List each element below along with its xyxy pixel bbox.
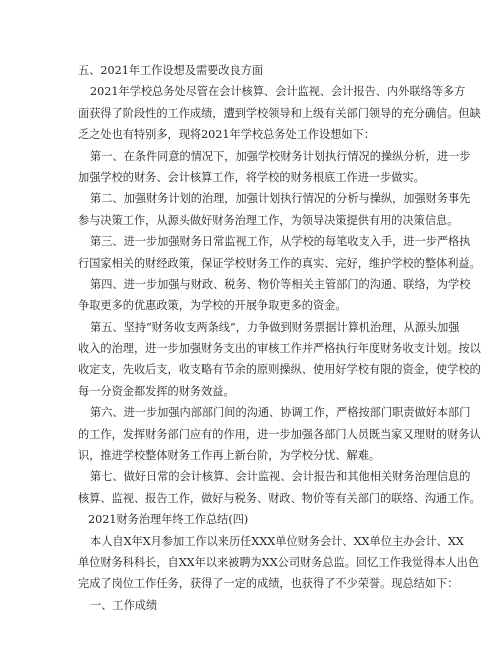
paragraph-line: 第五、坚持“财务收支两条线”，力争做到财务票据计算机治理，从源头加强 [90, 320, 460, 334]
paragraph-line: 第一、在条件同意的情况下，加强学校财务计划执行情况的操纵分析，进一步 [90, 149, 471, 163]
paragraph-item-3 [78, 231, 481, 274]
paragraph-line: 第七、做好日常的会计核算、会计监视、会计报告和其他相关财务治理信息的 [90, 470, 471, 484]
paragraph-item-2 [78, 188, 471, 231]
paragraph-line: 收入的治理，进一步加强财务支出的审核工作并严格执行年度财务收支计划。按以 [78, 342, 481, 356]
section-heading: 五、2021年工作设想及需要改良方面 [78, 64, 264, 77]
paragraph-line: 2021年学校总务处尽管在会计核算、会计监视、会计报告、内外联络等多方 [90, 85, 466, 99]
paragraph-line: 核算、监视、报告工作，做好与税务、财政、物价等有关部门的联络、沟通工作。 [78, 491, 481, 505]
paragraph-line: 本人自X年X月参加工作以来历任XXX单位财务会计、XX单位主办会计、XX [90, 534, 464, 548]
paragraph-line: 乏之处也有特别多，现将2021年学校总务处工作设想如下： [78, 128, 375, 142]
paragraph-line: 参与决策工作，从源头做好财务治理工作，为领导决策提供有用的决策信息。 [78, 213, 459, 227]
paragraph-line: 识，推进学校整体财务工作再上新台阶，为学校分忧、解难。 [78, 449, 381, 463]
paragraph-line: 面获得了阶段性的工作成绩，遭到学校领导和上级有关部门领导的充分确信。但缺 [78, 106, 481, 120]
paragraph-line: 第四、进一步加强与财政、税务、物价等相关主管部门的沟通、联络，为学校 [90, 277, 471, 291]
paragraph-line: 第三、进一步加强财务日常监视工作，从学校的每笔收支入手，进一步严格执 [90, 235, 471, 249]
paragraph-item-5 [78, 317, 481, 403]
paragraph-line: 行国家相关的财经政策，保证学校财务工作的真实、完好，维护学校的整体利益。 [78, 256, 481, 270]
paragraph-intro [78, 81, 481, 145]
paragraph-item-4 [78, 274, 471, 317]
paragraph-line: 加强学校的财务、会计核算工作，将学校的财务根底工作进一步做实。 [78, 170, 425, 184]
paragraph-line: 第六、进一步加强内部部门间的沟通、协调工作，严格按部门职责做好本部门 [90, 406, 471, 420]
summary-heading: 2021财务治理年终工作总结(四) [88, 513, 249, 527]
paragraph-item-6 [78, 402, 481, 466]
paragraph-line: 每一分资金都发挥的财务效益。 [78, 384, 235, 398]
paragraph-line: 争取更多的优惠政策，为学校的开展争取更多的资金。 [78, 299, 347, 313]
paragraph-line: 第二、加强财务计划的治理，加强计划执行情况的分析与操纵，加强财务事先 [90, 192, 471, 206]
paragraph-item-7 [78, 466, 481, 509]
section-heading-achievements: 一、工作成绩 [90, 598, 158, 612]
paragraph-line: 的工作，发挥财务部门应有的作用，进一步加强各部门人员既当家又理财的财务认 [78, 427, 481, 441]
paragraph-summary [78, 531, 480, 595]
paragraph-item-1 [78, 146, 471, 189]
document-body [78, 60, 481, 616]
paragraph-line: 收定支，先收后支，收支略有节余的原则操纵、使用好学校有限的资金，使学校的 [78, 363, 481, 377]
paragraph-line: 完成了岗位工作任务，获得了一定的成绩，也获得了不少荣誉。现总结如下： [78, 577, 459, 591]
paragraph-line: 单位财务科科长，自XX年以来被聘为XX公司财务总监。回忆工作我觉得本人出色 [78, 555, 480, 569]
